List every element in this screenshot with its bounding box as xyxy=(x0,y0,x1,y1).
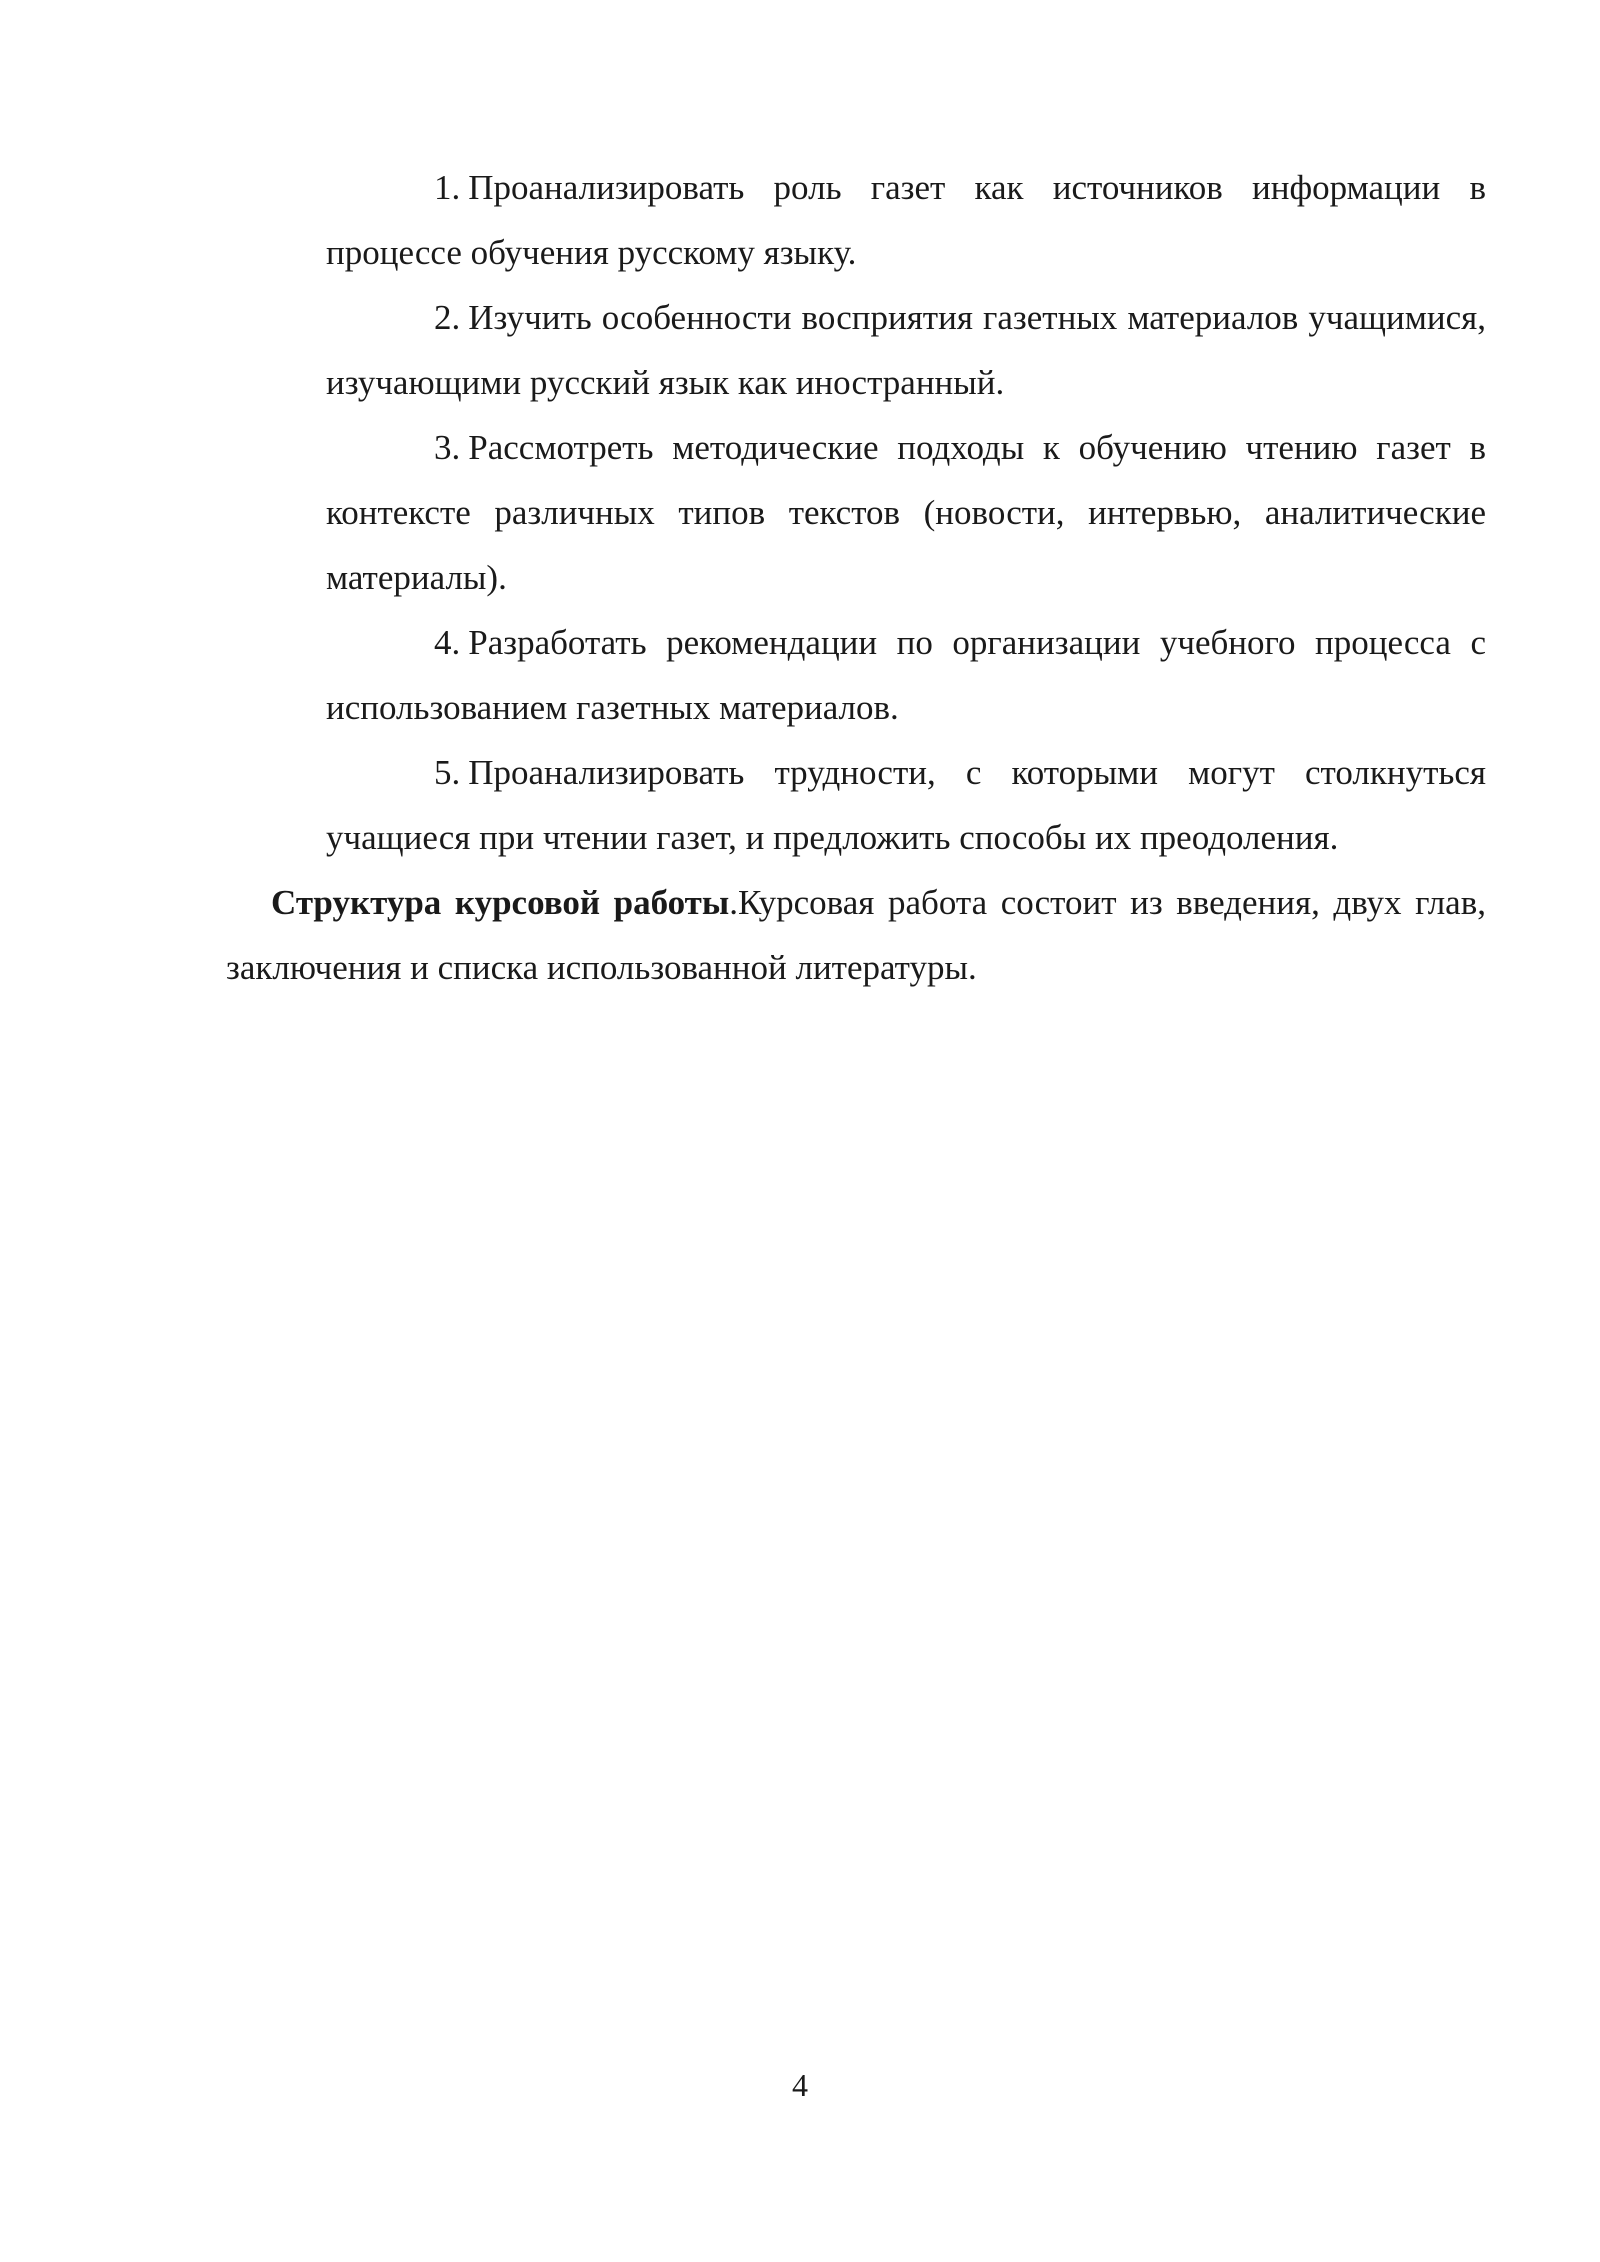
task-number: 2. xyxy=(434,298,461,337)
structure-text: .Курсовая работа состоит из введения, двух глав, заключения и списка использованной литературы. xyxy=(226,883,1486,987)
task-number: 3. xyxy=(434,428,461,467)
task-item-2 xyxy=(326,285,1486,415)
task-number: 4. xyxy=(434,623,461,662)
task-number: 5. xyxy=(434,753,461,792)
task-item-3 xyxy=(326,415,1486,610)
task-text: Изучить особенности восприятия газетных материалов учащимися, изучающими русский язык как иностранный. xyxy=(326,298,1486,402)
tasks-list xyxy=(226,155,1486,870)
task-item-1 xyxy=(326,155,1486,285)
structure-heading: Структура курсовой работы xyxy=(271,883,730,922)
task-text: Разработать рекомендации по организации учебного процесса с использованием газетных материалов. xyxy=(326,623,1486,727)
task-text: Проанализировать роль газет как источников информации в процессе обучения русскому языку. xyxy=(326,168,1486,272)
task-text: Проанализировать трудности, с которыми могут столкнуться учащиеся при чтении газет, и предложить способы их преодоления. xyxy=(326,753,1486,857)
page-content xyxy=(226,155,1486,1000)
task-item-4 xyxy=(326,610,1486,740)
task-text: Рассмотреть методические подходы к обучению чтению газет в контексте различных типов текстов (новости, интервью, аналитические материалы). xyxy=(326,428,1486,597)
page-number: 4 xyxy=(792,2067,808,2103)
task-number: 1. xyxy=(434,168,461,207)
structure-paragraph xyxy=(226,870,1486,1000)
task-item-5 xyxy=(326,740,1486,870)
